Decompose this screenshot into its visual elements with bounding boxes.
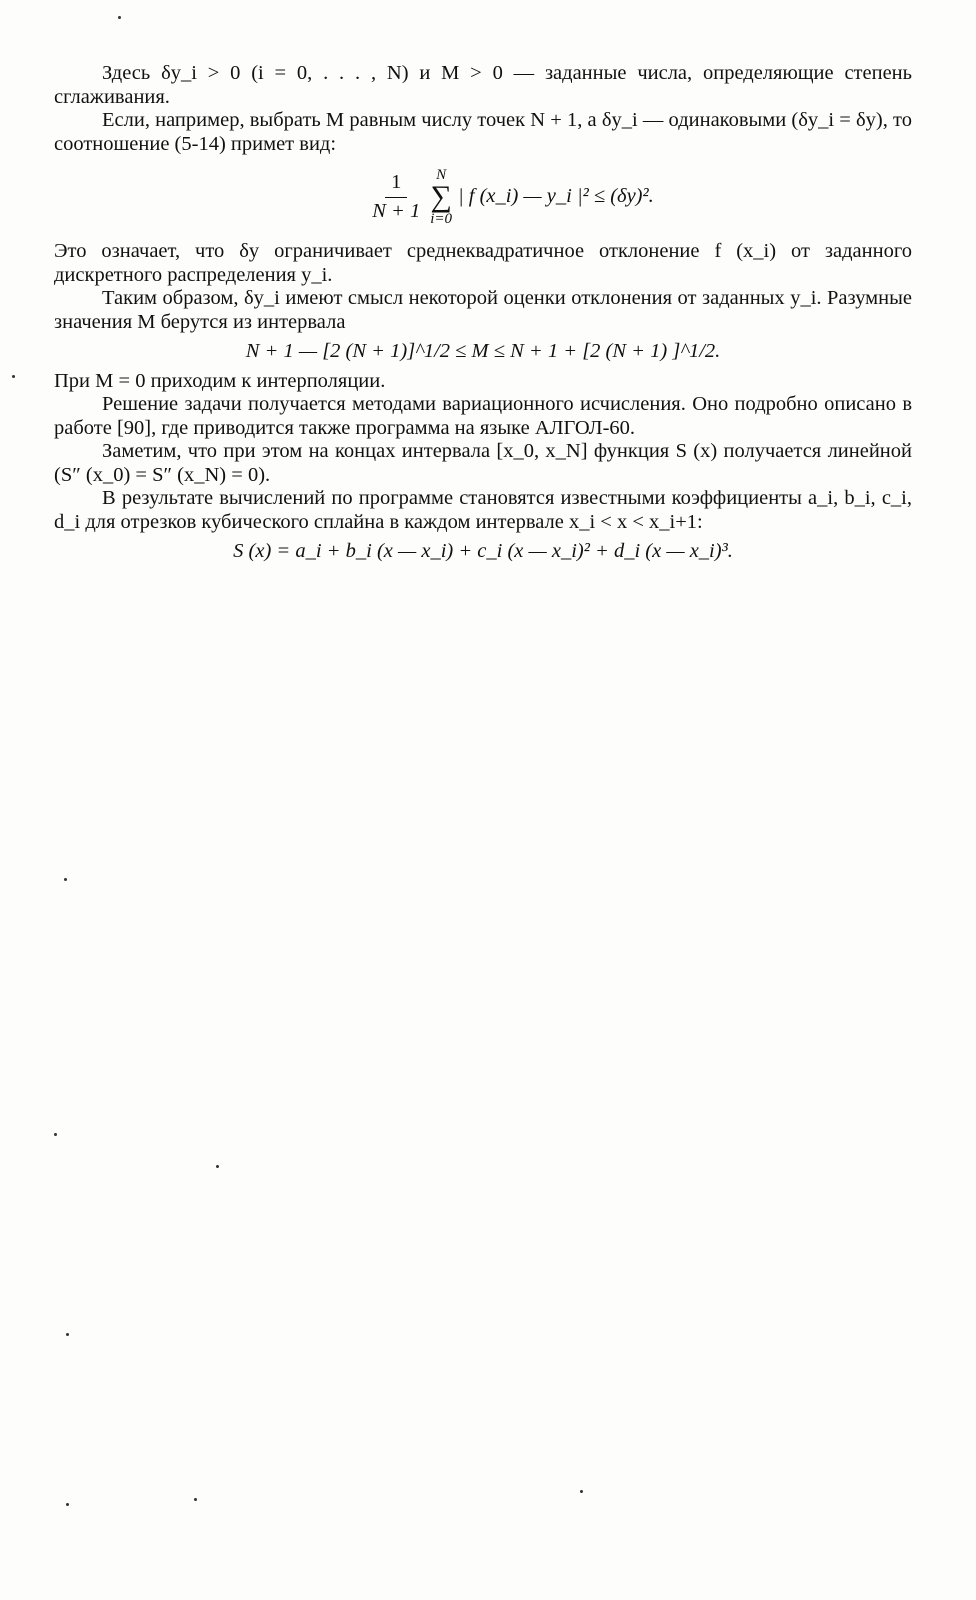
scan-speck	[118, 16, 121, 19]
paragraph-4: Таким образом, δy_i имеют смысл некоторой оценки отклонения от заданных y_i. Разумные значения M берутся из интервала	[54, 287, 912, 333]
sigma-symbol: ∑	[430, 180, 452, 213]
sum-upper-limit: N	[436, 167, 447, 183]
summation	[430, 166, 452, 228]
fraction-numerator: 1	[385, 171, 407, 198]
text-block	[54, 62, 912, 570]
scan-speck	[216, 1165, 219, 1168]
scan-speck	[66, 1333, 69, 1336]
formula-fraction	[372, 171, 420, 223]
scan-speck	[64, 878, 67, 881]
formula-spline: S (x) = a_i + b_i (x — x_i) + c_i (x — x_i)² + d_i (x — x_i)³.	[233, 540, 733, 562]
paragraph-2: Если, например, выбрать M равным числу точек N + 1, а δy_i — одинаковыми (δy_i = δy), то соотношение (5-14) примет вид:	[54, 109, 912, 155]
paragraph-6: Решение задачи получается методами вариационного исчисления. Оно подробно описано в работе [90], где приводится также программа на языке АЛГОЛ-60.	[54, 393, 912, 439]
scan-speck	[66, 1503, 69, 1506]
scan-speck	[580, 1490, 583, 1493]
sum-lower-limit: i=0	[430, 211, 453, 227]
paragraph-5: При M = 0 приходим к интерполяции.	[54, 369, 386, 392]
formula-body: | f (x_i) — y_i |² ≤ (δy)².	[458, 185, 654, 208]
paragraph-3: Это означает, что δy ограничивает среднеквадратичное отклонение f (x_i) от заданного дискретного распределения y_i.	[54, 240, 912, 286]
formula-mean-square	[114, 166, 912, 228]
paragraph-7: Заметим, что при этом на концах интервала [x_0, x_N] функция S (x) получается линейной (S″ (x_0) = S″ (x_N) = 0).	[54, 440, 912, 486]
scan-speck	[12, 375, 15, 378]
scan-speck	[194, 1498, 197, 1501]
paragraph-8: В результате вычислений по программе становятся известными коэффициенты a_i, b_i, c_i, d_i для отрезков кубического сплайна в каждом интервале x_i < x < x_i+1:	[54, 487, 912, 533]
scan-speck	[54, 1133, 57, 1136]
fraction-denominator: N + 1	[372, 199, 421, 222]
paragraph-1: Здесь δy_i > 0 (i = 0, . . . , N) и M > 0 — заданные числа, определяющие степень сглаживания.	[54, 62, 912, 108]
formula-interval: N + 1 — [2 (N + 1)]^1/2 ≤ M ≤ N + 1 + [2 (N + 1) ]^1/2.	[245, 340, 721, 362]
